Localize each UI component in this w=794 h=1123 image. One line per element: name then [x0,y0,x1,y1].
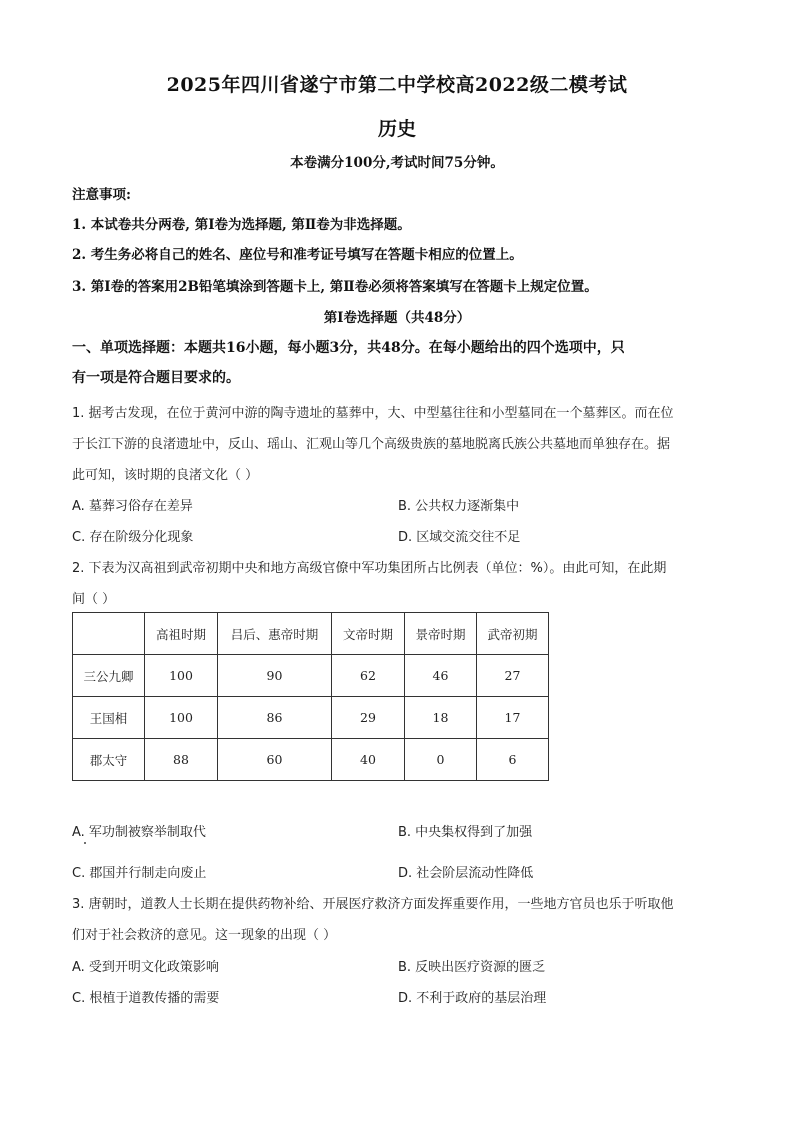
table-cell: 29 [332,697,405,739]
question-3-line-2: 们对于社会救济的意见。这一现象的出现（ ） [72,928,337,943]
table-row [73,655,549,697]
question-3-option-d: D. 不利于政府的基层治理 [398,991,547,1006]
table-cell: 46 [405,655,477,697]
question-1-option-d: D. 区域交流交往不足 [398,530,521,545]
question-1-line-1: 1. 据考古发现，在位于黄河中游的陶寺遗址的墓葬中，大、中型墓往往和小型墓同在一个墓葬区。而在位 [72,406,674,421]
table-cell: 88 [145,739,218,781]
table-cell: 18 [405,697,477,739]
table-cell: 0 [405,739,477,781]
table-cell: 62 [332,655,405,697]
table-row-label: 郡太守 [73,739,145,781]
notice-item-3: 3. 第Ⅰ卷的答案用2B铅笔填涂到答题卡上, 第Ⅱ卷必须将答案填写在答题卡上规定位置。 [72,279,598,295]
table-row [73,739,549,781]
table-cell: 86 [218,697,332,739]
table-header-cell [73,613,145,655]
question-1-line-3: 此可知，该时期的良渚文化（ ） [72,468,259,483]
part-instructions-line-2: 有一项是符合题目要求的。 [72,370,240,386]
table-cell: 60 [218,739,332,781]
score-time-line: 本卷满分100分,考试时间75分钟。 [290,155,504,171]
table-cell: 90 [218,655,332,697]
notice-title: 注意事项: [72,187,131,203]
question-2-option-c: C. 郡国并行制走向废止 [72,866,207,881]
table-header-cell: 景帝时期 [405,613,477,655]
table-header-cell: 高祖时期 [145,613,218,655]
table-header-cell: 吕后、惠帝时期 [218,613,332,655]
exam-subject: 历史 [377,118,416,140]
question-2-line-1: 2. 下表为汉高祖到武帝初期中央和地方高级官僚中军功集团所占比例表（单位：%）。由此可知，在此期 [72,561,667,576]
question-1-line-2: 于长江下游的良渚遗址中，反山、瑶山、汇观山等几个高级贵族的墓地脱离氏族公共墓地而单独存在。据 [72,437,671,452]
table-cell: 100 [145,697,218,739]
question-2-option-a: A. 军功制被察举制取代 [72,825,206,840]
table-header-row [73,613,549,655]
table-row-label: 三公九卿 [73,655,145,697]
question-3-option-c: C. 根植于道教传播的需要 [72,991,220,1006]
question-2-option-d: D. 社会阶层流动性降低 [398,866,534,881]
question-1-option-b: B. 公共权力逐渐集中 [398,499,520,514]
question-2-line-2: 间（ ） [72,592,116,607]
question-3-line-1: 3. 唐朝时，道教人士长期在提供药物补给、开展医疗救济方面发挥重要作用，一些地方官员也乐于听取他 [72,897,674,912]
table-header-cell: 文帝时期 [332,613,405,655]
notice-item-2: 2. 考生务必将自己的姓名、座位号和准考证号填写在答题卡相应的位置上。 [72,247,523,263]
table-header-cell: 武帝初期 [477,613,549,655]
section-title: 第Ⅰ卷选择题（共48分） [323,310,471,326]
question-2-option-b: B. 中央集权得到了加强 [398,825,533,840]
table-cell: 27 [477,655,549,697]
exam-title: 2025年四川省遂宁市第二中学校高2022级二模考试 [166,74,628,96]
question-1-option-a: A. 墓葬习俗存在差异 [72,499,193,514]
notice-item-1: 1. 本试卷共分两卷, 第Ⅰ卷为选择题, 第Ⅱ卷为非选择题。 [72,217,411,233]
question-3-option-b: B. 反映出医疗资源的匮乏 [398,960,546,975]
table-row [73,697,549,739]
question-3-option-a: A. 受到开明文化政策影响 [72,960,219,975]
table-cell: 6 [477,739,549,781]
table-row-label: 王国相 [73,697,145,739]
table-cell: 100 [145,655,218,697]
stray-dot-mark [84,842,86,844]
table-cell: 40 [332,739,405,781]
part-instructions-line-1: 一、单项选择题：本题共16小题，每小题3分，共48分。在每小题给出的四个选项中，只 [72,340,625,356]
table-cell: 17 [477,697,549,739]
question-1-option-c: C. 存在阶级分化现象 [72,530,194,545]
military-merit-table [72,612,549,781]
